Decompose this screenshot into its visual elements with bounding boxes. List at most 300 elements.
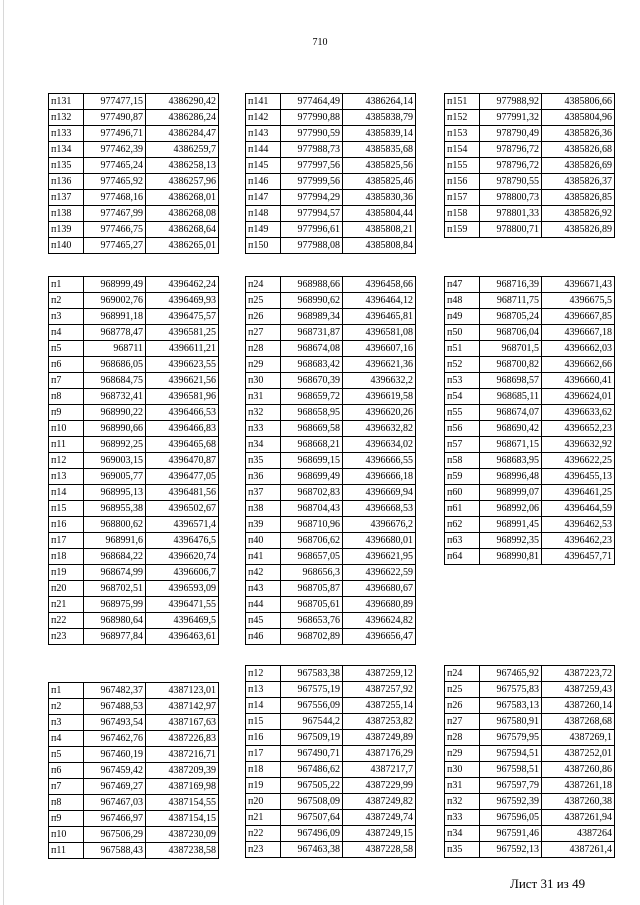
y-coordinate-cell: 4396462,23 [542,533,615,549]
table-row [49,325,219,341]
table-row [445,730,615,746]
coordinates-table-2 [245,93,416,254]
table-row [49,341,219,357]
y-coordinate-cell: 4396477,05 [146,469,219,485]
table-row [246,437,416,453]
point-id-cell: п21 [246,810,281,826]
y-coordinate-cell: 4387261,94 [542,810,615,826]
point-id-cell: п28 [445,730,480,746]
y-coordinate-cell: 4396676,2 [343,517,416,533]
x-coordinate-cell: 967588,43 [84,843,146,859]
point-id-cell: п13 [246,682,281,698]
x-coordinate-cell: 968999,07 [480,485,542,501]
x-coordinate-cell: 977988,92 [480,94,542,110]
point-id-cell: п134 [49,142,84,158]
y-coordinate-cell: 4385808,84 [343,238,416,254]
x-coordinate-cell: 977490,87 [84,110,146,126]
table-row [49,581,219,597]
point-id-cell: п24 [246,277,281,293]
y-coordinate-cell: 4385825,46 [343,174,416,190]
table-row [49,763,219,779]
y-coordinate-cell: 4396666,55 [343,453,416,469]
x-coordinate-cell: 967507,64 [281,810,343,826]
x-coordinate-cell: 967580,91 [480,714,542,730]
table-row [49,683,219,699]
x-coordinate-cell: 968657,05 [281,549,343,565]
page-number: 710 [312,37,328,48]
x-coordinate-cell: 968674,99 [84,565,146,581]
table-row [246,421,416,437]
table-row [246,309,416,325]
x-coordinate-cell: 977990,88 [281,110,343,126]
x-coordinate-cell: 968659,72 [281,389,343,405]
y-coordinate-cell: 4386258,13 [146,158,219,174]
table-row [246,126,416,142]
table-row [445,206,615,222]
y-coordinate-cell: 4386286,24 [146,110,219,126]
x-coordinate-cell: 968992,06 [480,501,542,517]
x-coordinate-cell: 968705,24 [480,309,542,325]
table-row [246,666,416,682]
x-coordinate-cell: 977997,56 [281,158,343,174]
table-row [49,190,219,206]
y-coordinate-cell: 4385826,68 [542,142,615,158]
table-row [445,469,615,485]
table-row [246,533,416,549]
table-row [246,94,416,110]
point-id-cell: п2 [49,293,84,309]
coordinates-table-7 [48,682,219,859]
y-coordinate-cell: 4396502,67 [146,501,219,517]
table-row [49,779,219,795]
y-coordinate-cell: 4396660,41 [542,373,615,389]
y-coordinate-cell: 4396652,23 [542,421,615,437]
y-coordinate-cell: 4396671,43 [542,277,615,293]
table-row [445,682,615,698]
y-coordinate-cell: 4396581,08 [343,325,416,341]
point-id-cell: п133 [49,126,84,142]
table-row [246,730,416,746]
x-coordinate-cell: 968731,87 [281,325,343,341]
x-coordinate-cell: 968710,96 [281,517,343,533]
y-coordinate-cell: 4385804,96 [542,110,615,126]
point-id-cell: п155 [445,158,480,174]
table-row [49,110,219,126]
table-row [246,778,416,794]
point-id-cell: п157 [445,190,480,206]
point-id-cell: п29 [445,746,480,762]
point-id-cell: п64 [445,549,480,565]
table-row [445,453,615,469]
x-coordinate-cell: 968669,58 [281,421,343,437]
y-coordinate-cell: 4396462,24 [146,277,219,293]
point-id-cell: п13 [49,469,84,485]
x-coordinate-cell: 977994,57 [281,206,343,222]
table-row [445,373,615,389]
x-coordinate-cell: 968670,39 [281,373,343,389]
point-id-cell: п16 [49,517,84,533]
y-coordinate-cell: 4385806,66 [542,94,615,110]
x-coordinate-cell: 977496,71 [84,126,146,142]
table-row [246,826,416,842]
point-id-cell: п53 [445,373,480,389]
y-coordinate-cell: 4396571,4 [146,517,219,533]
table-row [49,94,219,110]
point-id-cell: п55 [445,405,480,421]
point-id-cell: п61 [445,501,480,517]
point-id-cell: п10 [49,827,84,843]
sheet-footer: Лист 31 из 49 [510,876,586,891]
point-id-cell: п11 [49,843,84,859]
x-coordinate-cell: 967509,19 [281,730,343,746]
point-id-cell: п43 [246,581,281,597]
y-coordinate-cell: 4386290,42 [146,94,219,110]
x-coordinate-cell: 977994,29 [281,190,343,206]
table-row [445,437,615,453]
y-coordinate-cell: 4396465,81 [343,309,416,325]
x-coordinate-cell: 977466,75 [84,222,146,238]
y-coordinate-cell: 4385838,79 [343,110,416,126]
x-coordinate-cell: 968702,89 [281,629,343,645]
point-id-cell: п41 [246,549,281,565]
table-row [246,517,416,533]
y-coordinate-cell: 4387269,1 [542,730,615,746]
y-coordinate-cell: 4396668,53 [343,501,416,517]
y-coordinate-cell: 4396662,66 [542,357,615,373]
table-row [49,469,219,485]
y-coordinate-cell: 4385839,14 [343,126,416,142]
x-coordinate-cell: 967493,54 [84,715,146,731]
x-coordinate-cell: 967490,71 [281,746,343,762]
x-coordinate-cell: 968778,47 [84,325,146,341]
y-coordinate-cell: 4396466,53 [146,405,219,421]
point-id-cell: п58 [445,453,480,469]
y-coordinate-cell: 4396475,57 [146,309,219,325]
x-coordinate-cell: 978790,55 [480,174,542,190]
table-row [445,794,615,810]
y-coordinate-cell: 4387260,38 [542,794,615,810]
y-coordinate-cell: 4385825,56 [343,158,416,174]
table-row [445,810,615,826]
table-row [445,746,615,762]
table-row [49,501,219,517]
table-row [49,389,219,405]
table-row [246,389,416,405]
x-coordinate-cell: 968800,62 [84,517,146,533]
y-coordinate-cell: 4387249,15 [343,826,416,842]
y-coordinate-cell: 4396621,36 [343,357,416,373]
table-row [445,517,615,533]
table-row [246,222,416,238]
point-id-cell: п22 [49,613,84,629]
coordinates-table-1 [48,93,219,254]
table-row [246,810,416,826]
x-coordinate-cell: 968690,42 [480,421,542,437]
table-row [445,325,615,341]
y-coordinate-cell: 4385826,37 [542,174,615,190]
table-row [246,341,416,357]
y-coordinate-cell: 4396656,47 [343,629,416,645]
y-coordinate-cell: 4396458,66 [343,277,416,293]
x-coordinate-cell: 969005,77 [84,469,146,485]
table-row [445,126,615,142]
x-coordinate-cell: 968995,13 [84,485,146,501]
y-coordinate-cell: 4396619,58 [343,389,416,405]
point-id-cell: п56 [445,421,480,437]
y-coordinate-cell: 4387223,72 [542,666,615,682]
point-id-cell: п35 [246,453,281,469]
point-id-cell: п49 [445,309,480,325]
table-row [49,795,219,811]
y-coordinate-cell: 4396455,13 [542,469,615,485]
y-coordinate-cell: 4396624,01 [542,389,615,405]
y-coordinate-cell: 4387209,39 [146,763,219,779]
x-coordinate-cell: 967592,39 [480,794,542,810]
y-coordinate-cell: 4385830,36 [343,190,416,206]
y-coordinate-cell: 4386268,64 [146,222,219,238]
x-coordinate-cell: 968683,95 [480,453,542,469]
point-id-cell: п147 [246,190,281,206]
table-row [246,682,416,698]
table-row [246,485,416,501]
x-coordinate-cell: 968674,07 [480,405,542,421]
y-coordinate-cell: 4387154,15 [146,811,219,827]
table-row [445,174,615,190]
table-row [246,357,416,373]
x-coordinate-cell: 967465,92 [480,666,542,682]
y-coordinate-cell: 4386284,47 [146,126,219,142]
table-row [49,827,219,843]
y-coordinate-cell: 4396463,61 [146,629,219,645]
point-id-cell: п150 [246,238,281,254]
table-row [49,597,219,613]
y-coordinate-cell: 4396622,59 [343,565,416,581]
point-id-cell: п50 [445,325,480,341]
x-coordinate-cell: 967467,03 [84,795,146,811]
y-coordinate-cell: 4387253,82 [343,714,416,730]
point-id-cell: п21 [49,597,84,613]
table-row [49,309,219,325]
table-row [445,762,615,778]
table-row [246,190,416,206]
point-id-cell: п51 [445,341,480,357]
coordinates-table-9 [444,665,615,858]
table-row [246,613,416,629]
x-coordinate-cell: 968989,34 [281,309,343,325]
point-id-cell: п48 [445,293,480,309]
table-row [49,453,219,469]
x-coordinate-cell: 968996,48 [480,469,542,485]
coordinates-table-6 [444,276,615,565]
y-coordinate-cell: 4387268,68 [542,714,615,730]
x-coordinate-cell: 967579,95 [480,730,542,746]
point-id-cell: п40 [246,533,281,549]
table-row [49,747,219,763]
x-coordinate-cell: 967597,79 [480,778,542,794]
x-coordinate-cell: 978796,72 [480,142,542,158]
x-coordinate-cell: 968685,11 [480,389,542,405]
point-id-cell: п142 [246,110,281,126]
x-coordinate-cell: 977990,59 [281,126,343,142]
y-coordinate-cell: 4387249,89 [343,730,416,746]
point-id-cell: п44 [246,597,281,613]
y-coordinate-cell: 4385804,44 [343,206,416,222]
table-row [49,126,219,142]
table-row [49,699,219,715]
x-coordinate-cell: 968656,3 [281,565,343,581]
point-id-cell: п146 [246,174,281,190]
table-row [246,325,416,341]
table-row [445,94,615,110]
point-id-cell: п57 [445,437,480,453]
table-row [49,565,219,581]
table-row [445,826,615,842]
x-coordinate-cell: 968711 [84,341,146,357]
table-row [246,698,416,714]
point-id-cell: п2 [49,699,84,715]
point-id-cell: п6 [49,357,84,373]
y-coordinate-cell: 4396680,67 [343,581,416,597]
table-row [246,794,416,810]
point-id-cell: п132 [49,110,84,126]
point-id-cell: п149 [246,222,281,238]
table-row [49,277,219,293]
point-id-cell: п32 [246,405,281,421]
point-id-cell: п7 [49,373,84,389]
y-coordinate-cell: 4387252,01 [542,746,615,762]
y-coordinate-cell: 4386259,7 [146,142,219,158]
point-id-cell: п9 [49,405,84,421]
point-id-cell: п33 [246,421,281,437]
y-coordinate-cell: 4396464,12 [343,293,416,309]
table-row [49,357,219,373]
x-coordinate-cell: 977465,24 [84,158,146,174]
y-coordinate-cell: 4387259,12 [343,666,416,682]
table-row [445,222,615,238]
point-id-cell: п144 [246,142,281,158]
scan-margin-line [3,0,4,905]
table-row [445,533,615,549]
y-coordinate-cell: 4385826,69 [542,158,615,174]
y-coordinate-cell: 4387176,29 [343,746,416,762]
point-id-cell: п4 [49,731,84,747]
y-coordinate-cell: 4396476,5 [146,533,219,549]
x-coordinate-cell: 968653,76 [281,613,343,629]
point-id-cell: п131 [49,94,84,110]
point-id-cell: п30 [445,762,480,778]
table-row [49,533,219,549]
x-coordinate-cell: 968706,04 [480,325,542,341]
coordinates-table-8 [245,665,416,858]
y-coordinate-cell: 4396669,94 [343,485,416,501]
x-coordinate-cell: 968990,81 [480,549,542,565]
point-id-cell: п5 [49,341,84,357]
point-id-cell: п137 [49,190,84,206]
table-row [246,206,416,222]
table-row [49,206,219,222]
table-row [49,174,219,190]
table-row [246,174,416,190]
y-coordinate-cell: 4396623,55 [146,357,219,373]
x-coordinate-cell: 968990,62 [281,293,343,309]
x-coordinate-cell: 978800,73 [480,190,542,206]
x-coordinate-cell: 968684,22 [84,549,146,565]
point-id-cell: п140 [49,238,84,254]
y-coordinate-cell: 4387261,4 [542,842,615,858]
point-id-cell: п52 [445,357,480,373]
x-coordinate-cell: 977988,08 [281,238,343,254]
x-coordinate-cell: 968705,87 [281,581,343,597]
point-id-cell: п18 [246,762,281,778]
point-id-cell: п18 [49,549,84,565]
point-id-cell: п141 [246,94,281,110]
y-coordinate-cell: 4387169,98 [146,779,219,795]
x-coordinate-cell: 968698,57 [480,373,542,389]
point-id-cell: п1 [49,277,84,293]
point-id-cell: п19 [49,565,84,581]
table-row [445,277,615,293]
table-row [49,517,219,533]
point-id-cell: п158 [445,206,480,222]
point-id-cell: п23 [49,629,84,645]
point-id-cell: п152 [445,110,480,126]
y-coordinate-cell: 4396581,96 [146,389,219,405]
x-coordinate-cell: 967583,38 [281,666,343,682]
point-id-cell: п30 [246,373,281,389]
y-coordinate-cell: 4396466,83 [146,421,219,437]
x-coordinate-cell: 967556,09 [281,698,343,714]
point-id-cell: п153 [445,126,480,142]
x-coordinate-cell: 977467,99 [84,206,146,222]
y-coordinate-cell: 4387154,55 [146,795,219,811]
y-coordinate-cell: 4396675,5 [542,293,615,309]
y-coordinate-cell: 4396634,02 [343,437,416,453]
table-row [49,238,219,254]
point-id-cell: п23 [246,842,281,858]
table-row [445,666,615,682]
y-coordinate-cell: 4396481,56 [146,485,219,501]
x-coordinate-cell: 967466,97 [84,811,146,827]
point-id-cell: п60 [445,485,480,501]
x-coordinate-cell: 968701,5 [480,341,542,357]
coordinates-table-3 [444,93,615,238]
point-id-cell: п159 [445,222,480,238]
x-coordinate-cell: 967482,37 [84,683,146,699]
x-coordinate-cell: 968980,64 [84,613,146,629]
x-coordinate-cell: 968975,99 [84,597,146,613]
x-coordinate-cell: 977464,49 [281,94,343,110]
table-row [445,714,615,730]
point-id-cell: п34 [445,826,480,842]
x-coordinate-cell: 977465,27 [84,238,146,254]
x-coordinate-cell: 977996,61 [281,222,343,238]
point-id-cell: п7 [49,779,84,795]
y-coordinate-cell: 4387123,01 [146,683,219,699]
x-coordinate-cell: 967575,19 [281,682,343,698]
point-id-cell: п26 [445,698,480,714]
x-coordinate-cell: 968990,66 [84,421,146,437]
point-id-cell: п12 [246,666,281,682]
table-row [49,158,219,174]
y-coordinate-cell: 4396471,55 [146,597,219,613]
table-row [246,277,416,293]
table-row [445,485,615,501]
y-coordinate-cell: 4387216,71 [146,747,219,763]
table-row [49,811,219,827]
x-coordinate-cell: 968992,25 [84,437,146,453]
x-coordinate-cell: 978790,49 [480,126,542,142]
x-coordinate-cell: 968999,49 [84,277,146,293]
